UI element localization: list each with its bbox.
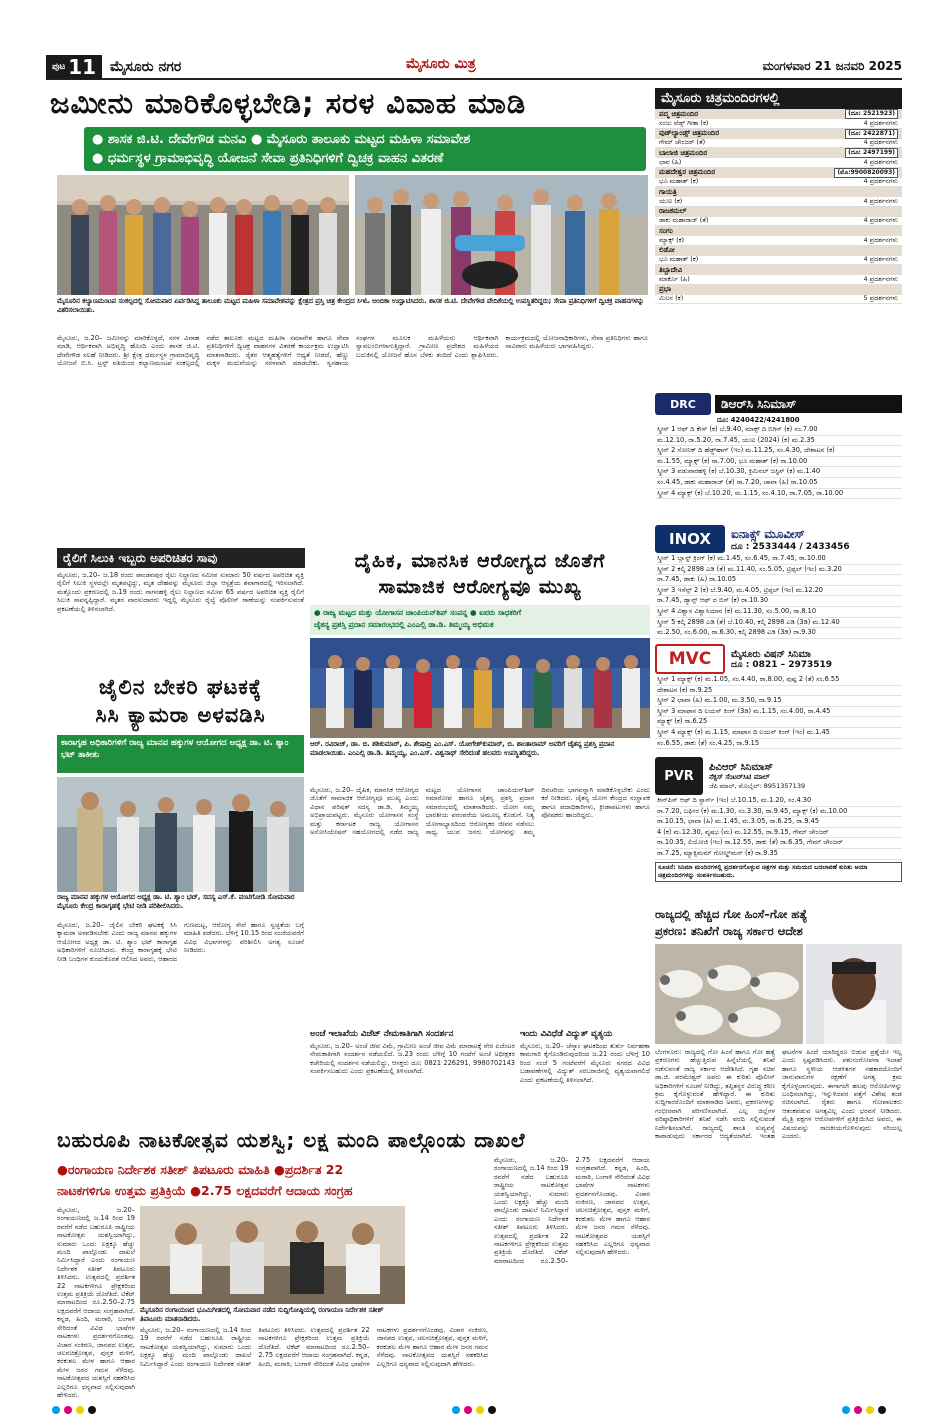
theatre-movie: ಭೂ ಮಹಾತ್ (ಕ) xyxy=(659,177,699,186)
theatre-photo-figures xyxy=(140,1206,405,1304)
theatre-movie-row xyxy=(655,158,902,168)
cow-headline-line2: ಪ್ರಕರಣ: ತನಿಖೆಗೆ ರಾಜ್ಯ ಸರ್ಕಾರ ಆದೇಶ xyxy=(655,924,803,938)
mvc-showtime-line: ಮ್ಯಾಕ್ಸ್ (ಕ) ರಾ.6.25 xyxy=(655,717,902,728)
theatre-name xyxy=(655,207,902,217)
print-registration-marks xyxy=(50,1404,890,1416)
health-banner-line2: ಚೈತನ್ಯ ಪ್ರಶಸ್ತಿ ಪ್ರದಾನ ಸಮಾರಂಭದಲ್ಲಿ ಎಂಎಲ್ಸಿ ಡಾ.ಡಿ. ತಿಮ್ಮಯ್ಯ ಅಭಿಮತ xyxy=(314,620,494,629)
jail-headline xyxy=(57,673,304,729)
inox-showtime-line: ಸ್ಕ್ರೀನ್ 3 ಇಸೆನ್ಸ್ 2 (ಕ) ಬೆ.9.40, ಮ.4.05, ಟ್ರಿಪ್ಪಲ್ (ಇಂ) ಮ.12.20 xyxy=(655,586,902,597)
drc-showtime-line: ಸ್ಕ್ರೀನ್ 4 ಮ್ಯಾಕ್ಸ್ (ಕ) ಬೆ.10.20, ಮ.1.15, ಸಂ.4.10, ರಾ.7.05, ರಾ.10.00 xyxy=(655,489,902,500)
theatre-show-count: 4 ಪ್ರದರ್ಶನಗಳು xyxy=(863,138,898,147)
train-headline: ರೈಲಿಗೆ ಸಿಲುಕಿ ಇಬ್ಬರು ಅಪರಿಚಿತರ ಸಾವು xyxy=(57,548,305,568)
cow-body: ಬೆಂಗಳೂರು: ರಾಜ್ಯದಲ್ಲಿ ಗೋ ಹಿಂಸೆ ಹಾಗೂ ಗೋ ಹತ್ಯೆ ಪ್ರಕರಣಗಳು ಹೆಚ್ಚುತ್ತಿರುವ ಹಿನ್ನೆಲೆಯಲ್ಲಿ ತನಿಖೆ ನಡೆಸುವಂತೆ ರಾಜ್ಯ ಸರ್ಕಾರ ಆದೇಶಿಸಿದೆ. ಗೃಹ ಸಚಿವ ಡಾ.ಜಿ. ಪರಮೇಶ್ವರ್ ಅವರು ಈ ಕುರಿತು ಪೊಲೀಸ್ ಅಧಿಕಾರಿಗಳಿಗೆ ಸೂಚನೆ ನೀಡಿದ್ದು, ತಪ್ಪಿತಸ್ಥರ ವಿರುದ್ಧ ಕಠಿಣ ಕ್ರಮ ಕೈಗೊಳ್ಳುವಂತೆ ಹೇಳಿದ್ದಾರೆ. ಈ ಕುರಿತು ಸುದ್ದಿಗಾರರೊಂದಿಗೆ ಮಾತನಾಡಿದ ಅವರು, ಪ್ರಕರಣಗಳನ್ನು ಗಂಭೀರವಾಗಿ ಪರಿಗಣಿಸಲಾಗಿದೆ. ಎಲ್ಲ ಜಿಲ್ಲೆಗಳ ವರಿಷ್ಠಾಧಿಕಾರಿಗಳಿಗೆ ತನಿಖೆ ನಡೆಸಿ ವರದಿ ಸಲ್ಲಿಸುವಂತೆ ನಿರ್ದೇಶಿಸಲಾಗಿದೆ. ರಾಜ್ಯದಲ್ಲಿ ಶಾಂತಿ ಸುವ್ಯವಸ್ಥೆ ಕಾಪಾಡುವುದು ಸರ್ಕಾರದ ಆದ್ಯತೆಯಾಗಿದೆ. ಇಂತಹ ಘಟನೆಗಳ ಹಿಂದೆ ಯಾರಿದ್ದರೂ ಬಿಡುವ ಪ್ರಶ್ನೆಯೇ ಇಲ್ಲ ಎಂದು ಸ್ಪಷ್ಟಪಡಿಸಿದರು. ಪಶುಸಂಗೋಪನಾ ಇಲಾಖೆ ಹಾಗೂ ಸ್ಥಳೀಯ ಆಡಳಿತಗಳ ಸಹಕಾರದೊಂದಿಗೆ ಜಾನುವಾರುಗಳ ರಕ್ಷಣೆಗೆ ಅಗತ್ಯ ಕ್ರಮ ಕೈಗೊಳ್ಳಲಾಗುವುದು. ಈಗಾಗಲೇ ಹಲವು ಆರೋಪಿಗಳನ್ನು ಬಂಧಿಸಲಾಗಿದ್ದು, ಇನ್ನುಳಿದವರ ಪತ್ತೆಗೆ ವಿಶೇಷ ತಂಡ ರಚಿಸಲಾಗಿದೆ. ರೈತರು ಹಾಗೂ ಗೋಪಾಲಕರು ಆತಂಕಪಡುವ ಅಗತ್ಯವಿಲ್ಲ ಎಂದು ಭರವಸೆ ನೀಡಿದರು. ಮೈತ್ರಿ ಪಕ್ಷಗಳ ಆರೋಪಗಳಿಗೆ ಪ್ರತಿಕ್ರಿಯಿಸಿದ ಅವರು, ಈ ವಿಷಯವನ್ನು ರಾಜಕೀಯಗೊಳಿಸುವುದು ಸರಿಯಲ್ಲ ಎಂದರು. xyxy=(655,1048,902,1141)
mvc-showtimes xyxy=(655,675,902,749)
pvr-logo: PVR xyxy=(655,757,703,795)
drc-showtimes xyxy=(655,425,902,499)
theatre-name xyxy=(655,246,902,256)
theatre-movie: ಭೂ ಮಹಾತ್ (ಕ) xyxy=(659,255,699,264)
theatre-movie: ಮಾರ್ಕೊ (ಹಿ) xyxy=(659,274,690,283)
lead-highlight-2: ● ಧರ್ಮಸ್ಥಳ ಗ್ರಾಮಾಭಿವೃದ್ಧಿ ಯೋಜನೆ ಸೇವಾ ಪ್ರತಿನಿಧಿಗಳಿಗೆ ದ್ವಿಚಕ್ರ ವಾಹನ ವಿತರಣೆ xyxy=(92,151,444,166)
mvc-block xyxy=(655,643,902,749)
theatre-movie: ಡಾಕು ಮಹಾರಾಜ್ (ತೆ) xyxy=(659,216,709,225)
theatre-name xyxy=(655,168,902,178)
theatre-show-count: 4 ಪ್ರದರ್ಶನಗಳು xyxy=(863,196,898,205)
pvr-showtime-line: ರಾ.7.25, ಮ್ಯಾಕ್ಸಿಮಮ್ ಗೋಲ್ಡ್‌ಮನ್ (ಕ) ರಾ.9.35 xyxy=(655,849,902,860)
theatre-name xyxy=(655,129,902,139)
drc-showtime-line: ಸ್ಕ್ರೀನ್ 1 ಆಫ್ ದಿ ಕೇಸ್ (ಕ) ಬೆ.9.40, ಮಾಕ್ಸ್ ದಿ ಬಿಗಿನ್ (ಕ) ಸಂ.7.00 xyxy=(655,425,902,436)
theatre-show-count: 4 ಪ್ರದರ್ಶನಗಳು xyxy=(863,255,898,264)
masthead: ಮೈಸೂರು ಮಿತ್ರ xyxy=(406,56,476,72)
theatre-body-col2: ಮೈಸೂರು, ಜ.20– ರಂಗಾಯಣದಲ್ಲಿ ಜ.14 ರಿಂದ 19 ರವರೆಗೆ ನಡೆದ ಬಹುರೂಪಿ ರಾಷ್ಟ್ರೀಯ ನಾಟಕೋತ್ಸವ ಯಶಸ್ವಿಯಾಗಿದ್ದು, ಸುಮಾರು ಒಂದು ಲಕ್ಷಕ್ಕೂ ಹೆಚ್ಚು ಮಂದಿ ಪಾಲ್ಗೊಂಡು ದಾಖಲೆ ನಿರ್ಮಿಸಿದ್ದಾರೆ ಎಂದು ರಂಗಾಯಣ ನಿರ್ದೇಶಕ ಸತೀಶ್ ತಿಪಟೂರು ತಿಳಿಸಿದರು. ಉತ್ಸವದಲ್ಲಿ ಪ್ರದರ್ಶಿತ 22 ನಾಟಕಗಳಿಗೂ ಪ್ರೇಕ್ಷಕರಿಂದ ಉತ್ತಮ ಪ್ರತಿಕ್ರಿಯೆ ದೊರೆತಿದೆ. ಟಿಕೆಟ್ ಮಾರಾಟದಿಂದ ರೂ.2.50–2.75 ಲಕ್ಷದವರೆಗೆ ಆದಾಯ ಸಂಗ್ರಹವಾಗಿದೆ. ಕನ್ನಡ, ಹಿಂದಿ, ಮರಾಠಿ, ಬಂಗಾಳಿ ಸೇರಿದಂತೆ ವಿವಿಧ ಭಾಷೆಗಳ ನಾಟಕಗಳು ಪ್ರದರ್ಶನಗೊಂಡವು. ವಿಚಾರ ಸಂಕಿರಣ, ಜಾನಪದ ಉತ್ಸವ, ಚಲನಚಿತ್ರೋತ್ಸವ, ಪುಸ್ತಕ ಮಳಿಗೆ, ಕರಕುಶಲ ಮೇಳ ಹಾಗೂ ಆಹಾರ ಮೇಳ ಜನರ ಗಮನ ಸೆಳೆದವು. ನಾಟಕೋತ್ಸವದ ಯಶಸ್ಸಿಗೆ ಸಹಕರಿಸಿದ ಎಲ್ಲರಿಗೂ ಧನ್ಯವಾದ ಸಲ್ಲಿಸುವುದಾಗಿ ಹೇಳಿದರು. xyxy=(140,1326,488,1368)
lead-photo-vehicle-figures xyxy=(355,175,648,295)
minister-photo xyxy=(806,944,902,1044)
theatre-subhead xyxy=(57,1159,487,1201)
theatre-body-col1: ಮೈಸೂರು, ಜ.20– ರಂಗಾಯಣದಲ್ಲಿ ಜ.14 ರಿಂದ 19 ರವರೆಗೆ ನಡೆದ ಬಹುರೂಪಿ ರಾಷ್ಟ್ರೀಯ ನಾಟಕೋತ್ಸವ ಯಶಸ್ವಿಯಾಗಿದ್ದು, ಸುಮಾರು ಒಂದು ಲಕ್ಷಕ್ಕೂ ಹೆಚ್ಚು ಮಂದಿ ಪಾಲ್ಗೊಂಡು ದಾಖಲೆ ನಿರ್ಮಿಸಿದ್ದಾರೆ ಎಂದು ರಂಗಾಯಣ ನಿರ್ದೇಶಕ ಸತೀಶ್ ತಿಪಟೂರು ತಿಳಿಸಿದರು. ಉತ್ಸವದಲ್ಲಿ ಪ್ರದರ್ಶಿತ 22 ನಾಟಕಗಳಿಗೂ ಪ್ರೇಕ್ಷಕರಿಂದ ಉತ್ತಮ ಪ್ರತಿಕ್ರಿಯೆ ದೊರೆತಿದೆ. ಟಿಕೆಟ್ ಮಾರಾಟದಿಂದ ರೂ.2.50–2.75 ಲಕ್ಷದವರೆಗೆ ಆದಾಯ ಸಂಗ್ರಹವಾಗಿದೆ. ಕನ್ನಡ, ಹಿಂದಿ, ಮರಾಠಿ, ಬಂಗಾಳಿ ಸೇರಿದಂತೆ ವಿವಿಧ ಭಾಷೆಗಳ ನಾಟಕಗಳು ಪ್ರದರ್ಶನಗೊಂಡವು. ವಿಚಾರ ಸಂಕಿರಣ, ಜಾನಪದ ಉತ್ಸವ, ಚಲನಚಿತ್ರೋತ್ಸವ, ಪುಸ್ತಕ ಮಳಿಗೆ, ಕರಕುಶಲ ಮೇಳ ಹಾಗೂ ಆಹಾರ ಮೇಳ ಜನರ ಗಮನ ಸೆಳೆದವು. ನಾಟಕೋತ್ಸವದ ಯಶಸ್ಸಿಗೆ ಸಹಕರಿಸಿದ ಎಲ್ಲರಿಗೂ ಧನ್ಯವಾದ ಸಲ್ಲಿಸುವುದಾಗಿ ಹೇಳಿದರು. xyxy=(57,1206,135,1399)
jail-subhead: ಕಾರಾಗೃಹ ಅಧಿಕಾರಿಗಳಿಗೆ ರಾಜ್ಯ ಮಾನವ ಹಕ್ಕುಗಳ ಆಯೋಗದ ಅಧ್ಯಕ್ಷ ಡಾ. ಟಿ. ಶ್ಯಾಂ ಭಟ್ ತಾಕೀತು xyxy=(57,735,304,773)
mvc-logo: MVC xyxy=(655,644,725,674)
theatre-subhead-line1: ●ರಂಗಾಯಣ ನಿರ್ದೇಶಕ ಸತೀಶ್ ತಿಪಟೂರು ಮಾಹಿತಿ ●ಪ್ರದರ್ಶಿತ 22 xyxy=(57,1162,344,1177)
lead-body: ಮೈಸೂರು, ಜ.20– ಜಮೀನನ್ನು ಮಾರಿಕೊಳ್ಳದೆ, ಸರಳ ವಿವಾಹ ಮಾಡಿ, ಆರ್ಥಿಕವಾಗಿ ಅಭಿವೃದ್ಧಿ ಹೊಂದಿ ಎಂದು ಶಾಸಕ ಜಿ.ಟಿ. ದೇವೇಗೌಡ ಸಲಹೆ ನೀಡಿದರು. ಶ್ರೀ ಕ್ಷೇತ್ರ ಧರ್ಮಸ್ಥಳ ಗ್ರಾಮಾಭಿವೃದ್ಧಿ ಯೋಜನೆ ಬಿ.ಸಿ. ಟ್ರಸ್ಟ್ ವತಿಯಿಂದ ಕಲ್ಯಾಣಮಂಟಪ ಸಂಕಲ್ಪದಲ್ಲಿ ನಡೆದ ತಾಲೂಕು ಮಟ್ಟದ ಮಹಿಳಾ ಸಮಾವೇಶ ಹಾಗೂ ಸೇವಾ ಪ್ರತಿನಿಧಿಗಳಿಗೆ ದ್ವಿಚಕ್ರ ವಾಹನಗಳ ವಿತರಣೆ ಕಾರ್ಯಕ್ರಮ ಉದ್ಘಾಟಿಸಿ ಮಾತನಾಡಿದರು. ರೈತರ ಆತ್ಮಹತ್ಯೆಗಳಿಗೆ ಆಧ್ಯತೆ ನೀಡದೆ, ಹೆಣ್ಣು ಮಕ್ಕಳ ಮದುವೆಯನ್ನು ಸರಳವಾಗಿ ಮಾಡಬೇಕು. ಸ್ವಸಹಾಯ ಸಂಘಗಳ ಮೂಲಕ ಮಹಿಳೆಯರು ಆರ್ಥಿಕವಾಗಿ ಸ್ವಾವಲಂಬಿಗಳಾಗುತ್ತಿದ್ದಾರೆ. ಗ್ರಾಮೀಣ ಪ್ರದೇಶದ ಮಹಿಳೆಯರ ಬದುಕಿನಲ್ಲಿ ಯೋಜನೆ ಹೊಸ ಬೆಳಕು ತಂದಿದೆ ಎಂದು ಶ್ಲಾಘಿಸಿದರು. ಕಾರ್ಯಕ್ರಮದಲ್ಲಿ ಯೋಜನಾಧಿಕಾರಿಗಳು, ಸೇವಾ ಪ್ರತಿನಿಧಿಗಳು ಹಾಗೂ ಸಾವಿರಾರು ಮಹಿಳೆಯರು ಭಾಗವಹಿಸಿದ್ದರು. xyxy=(57,334,648,368)
jail-photo xyxy=(57,777,304,892)
drc-showtime-line: ಮ.1.55, ಮ್ಯಾಕ್ಸ್ (ಕ) ರಾ.7.00, ಭೂ ಮಹಾತ್ (ಕ) ರಾ.10.00 xyxy=(655,457,902,468)
theatre-show-count: 5 ಪ್ರದರ್ಶನಗಳು xyxy=(863,294,898,303)
health-headline-line2: ಸಾಮಾಜಿಕ ಆರೋಗ್ಯವೂ ಮುಖ್ಯ xyxy=(378,576,582,598)
theatre-movie-row xyxy=(655,119,902,129)
theatre-movie: ಮಿಲನ (ಕ) xyxy=(659,294,684,303)
pvr-showtime-line: ರಾ.7.20, ಬಘೀರ (ಕ) ಮ.1.30, ಸಂ.3.30, ರಾ.9.45, ಮ್ಯಾಕ್ಸ್ (ಕ) ಮ.10.00 xyxy=(655,807,902,818)
issue-date: ಮಂಗಳವಾರ 21 ಜನವರಿ 2025 xyxy=(762,59,902,73)
theatre-movie-row xyxy=(655,197,902,207)
lead-photo-stage xyxy=(57,175,349,295)
theatre-phone: (ದೂ: 2422871) xyxy=(845,129,898,139)
page-number: 11 xyxy=(68,55,97,79)
lead-photo-caption: ಮೈಸೂರಿನ ಕಲ್ಯಾಣಮಂಟಪ ಸಂಕಲ್ಪದಲ್ಲಿ ಸೋಮವಾರ ಏರ್ಪಡಿಸಿದ್ದ ತಾಲೂಕು ಮಟ್ಟದ ಮಹಿಳಾ ಸಮಾವೇಶವನ್ನು ಕ್ಷೇತ್ರದ ಪ್ರಸ್ತಿ ಚಿತ್ರ ಕೇಂದ್ರದ ಸಿಇಓ ಅಂಬಿಕಾ ಉದ್ಘಾಟಿಸಿದರು. ಶಾಸಕ ಜಿ.ಟಿ. ದೇವೇಗೌಡ ವೇದಿಕೆಯಲ್ಲಿ ಉಪಸ್ಥಿತರಿದ್ದರು; ಸೇವಾ ಪ್ರತಿನಿಧಿಗಳಿಗೆ ದ್ವಿಚಕ್ರ ವಾಹನಗಳನ್ನು ವಿತರಿಸಲಾಯಿತು. xyxy=(57,297,645,314)
inox-logo: INOX xyxy=(655,525,725,553)
theatre-movie-row xyxy=(655,295,902,305)
drc-showtime-line: ಸಂ.4.45, ಡಾಕು ಮಹಾರಾಜ್ (ತೆ) ರಾ.7.20, ಚಾವಾ (ಹಿ) ರಾ.10.05 xyxy=(655,478,902,489)
health-caption: ಆರ್. ರವಿರಾಜ್, ಡಾ. ಬಿ. ಶಶಿಕುಮಾರ್, ಪಿ. ಶೇಷಾದ್ರಿ ಎಂ.ಎಸ್. ಯೋಗೇಶ್‌ಕುಮಾರ್, ಬಿ. ಶಾಂತಾರಾಮ್ ಅವರಿಗೆ ಚೈತನ್ಯ ಪ್ರಶಸ್ತಿ ಪ್ರದಾನ ಮಾಡಲಾಯಿತು. ಎಂಎಲ್ಸಿ ಡಾ.ಡಿ. ತಿಮ್ಮಯ್ಯ, ಎಂ.ಎಸ್. ವಿಶ್ವನಾಥ್ ಸೇರಿದಂತೆ ಹಲವರು ಉಪಸ್ಥಿತರಿದ್ದರು. xyxy=(310,740,615,757)
job-headline: ಅಂಚೆ ಇಲಾಖೆಯ ವಿಜೆಟ್ ನೇಮಕಾತಿಗಾಗಿ ಸಂದರ್ಶನ xyxy=(310,1029,454,1039)
inox-block xyxy=(655,524,902,639)
drc-title: ಡಿಆರ್‌ಸಿ ಸಿನಿಮಾಸ್ xyxy=(715,395,902,413)
theatre-show-count: 4 ಪ್ರದರ್ಶನಗಳು xyxy=(863,274,898,283)
theatre-name-label: ಪದ್ಮ ಚಿತ್ರಮಂದಿರ xyxy=(659,109,699,118)
theatre-name xyxy=(655,265,902,275)
theatre-movie-row xyxy=(655,275,902,285)
pvr-showtime-line: ಕೀನ್‌ಪಿಸ್ ಆಫ್ ದಿ ಸ್ಟಾರ್ಸ್ (ಇಂ) ಬೆ.10.15, ಮ.1.20, ಸಂ.4.30 xyxy=(655,796,902,807)
cinema-section xyxy=(655,88,902,304)
job-body: ಮೈಸೂರು, ಜ.20– ಅಂಚೆ ಜೀವ ವಿಮೆ, ಗ್ರಾಮೀಣ ಅಂಚೆ ಜೀವ ವಿಮೆ ಮಾರಾಟಕ್ಕೆ ನೇರ ಏಜೆಂಟರ ನೇಮಕಾತಿಗಾಗಿ ಸಂದರ್ಶನ ನಡೆಯಲಿದೆ. ಜ.23 ರಂದು ಬೆಳಿಗ್ಗೆ 10 ಗಂಟೆಗೆ ಅಂಚೆ ಅಧೀಕ್ಷಕರ ಕಚೇರಿಯಲ್ಲಿ ಸಂದರ್ಶನ ನಡೆಯಲಿದ್ದು, ಆಸಕ್ತರು ದೂ: 0821 226291, 9980702143 ಸಂಪರ್ಕಿಸಬಹುದು ಎಂದು ಪ್ರಕಟಣೆಯಲ್ಲಿ ತಿಳಿಸಲಾಗಿದೆ. xyxy=(310,1042,515,1076)
mvc-phone: ದೂ : 0821 – 2973519 xyxy=(731,659,833,670)
train-body: ಮೈಸೂರು, ಜ.20– ಜ.18 ರಂದು ಪಾಂಡವಪುರ ರೈಲು ನಿಲ್ದಾಣದ ಸಮೀಪ ಸುಮಾರು 50 ವರ್ಷದ ಅಪರಿಚಿತ ವ್ಯಕ್ತಿ ರೈಲಿಗೆ ಸಿಲುಕಿ ಸ್ಥಳದಲ್ಲೇ ಮೃತಪಟ್ಟಿದ್ದು, ಮೃತ ದೇಹವನ್ನು ಮೈಸೂರು ಜಿಲ್ಲಾ ಆಸ್ಪತ್ರೆಯ ಶವಾಗಾರದಲ್ಲಿ ಇರಿಸಲಾಗಿದೆ. ಮತ್ತೊಂದು ಪ್ರಕರಣದಲ್ಲಿ ಜ.19 ರಂದು ನಾಗನಹಳ್ಳಿ ರೈಲು ನಿಲ್ದಾಣದ ಸಮೀಪ 65 ವರ್ಷದ ಅಪರಿಚಿತ ವ್ಯಕ್ತಿ ರೈಲಿಗೆ ಸಿಲುಕಿ ಸಾವನ್ನಪ್ಪಿದ್ದಾರೆ. ಮೃತರ ವಾರಸುದಾರರು ಇದ್ದಲ್ಲಿ ಮೈಸೂರು ರೈಲ್ವೆ ಪೊಲೀಸ್ ಠಾಣೆಯನ್ನು ಸಂಪರ್ಕಿಸುವಂತೆ ಪ್ರಕಟಣೆಯಲ್ಲಿ ತಿಳಿಸಲಾಗಿದೆ. xyxy=(57,571,304,613)
inox-showtime-line: ಮ.2.50, ಸಂ.6.00, ರಾ.6.30, ಕಲ್ಕಿ 2898 ಎಡಿ (3ಡಿ) ರಾ.9.30 xyxy=(655,628,902,639)
theatre-headline: ಬಹುರೂಪಿ ನಾಟಕೋತ್ಸವ ಯಶಸ್ವಿ; ಲಕ್ಷ ಮಂದಿ ಪಾಲ್ಗೊಂಡು ದಾಖಲೆ xyxy=(57,1128,526,1152)
jail-caption: ರಾಜ್ಯ ಮಾನವ ಹಕ್ಕುಗಳ ಆಯೋಗದ ಅಧ್ಯಕ್ಷ ಡಾ. ಟಿ. ಶ್ಯಾಂ ಭಟ್, ಸದಸ್ಯ ಎಸ್.ಕೆ. ವಂಟಿಗೋಡಿ ಸೋಮವಾರ ಮೈಸೂರು ಕೇಂದ್ರ ಕಾರಾಗೃಹಕ್ಕೆ ಭೇಟಿ ನೀಡಿ ಪರಿಶೀಲಿಸಿದರು. xyxy=(57,893,295,910)
theatre-movie-row xyxy=(655,256,902,266)
theatre-name xyxy=(655,226,902,236)
theatre-name-label: ಸಂಗಂ xyxy=(659,226,673,235)
theatre-movie-row xyxy=(655,178,902,188)
inox-showtimes xyxy=(655,554,902,639)
drc-showtime-line: ಸ್ಕ್ರೀನ್ 3 ಪಡುವಾರಹಳ್ಳಿ (ಕ) ಬೆ.10.30, ಕ್ರಿಮಿನಲ್ ಜಸ್ಟಿಸ್ (ಕ) ಮ.1.40 xyxy=(655,467,902,478)
mvc-showtime-line: ಸ್ಕ್ರೀನ್ 1 ಮ್ಯಾಕ್ಸ್ (ಕ) ಮ.1.05, ಸಂ.4.40, ರಾ.8.00, ಪುಷ್ಪ 2 (ತೆ) ಸಂ.6.55 xyxy=(655,675,902,686)
mvc-title: ಮೈಸೂರು ವಿಷನ್ ಸಿನಿಮಾ xyxy=(731,648,811,660)
theatre-show-count: 4 ಪ್ರದರ್ಶನಗಳು xyxy=(863,216,898,225)
theatre-phone: (ಮೊ:9900820093) xyxy=(834,168,898,178)
theatre-show-count: 4 ಪ್ರದರ್ಶನಗಳು xyxy=(863,157,898,166)
cow-photo xyxy=(655,944,803,1044)
jail-photo-figures xyxy=(57,777,304,892)
inox-showtime-line: ರಾ.7.45, ಡಾಕು (ಹಿ) ರಾ.10.05 xyxy=(655,575,902,586)
inox-phone: ದೂ : 2533444 / 2433456 xyxy=(731,541,850,552)
mvc-showtime-line: ಸ್ಕ್ರೀನ್ 3 ಮಾಫಾಸ ದಿ ಲಯನ್ ಕಿಂಗ್ (3ಡಿ) ಮ.1.15, ಸಂ.4.00, ರಾ.4.45 xyxy=(655,707,902,718)
mvc-showtime-line: ಸ್ಕ್ರೀನ್ 4 ಮ್ಯಾಕ್ಸ್ (ಕ) ಮ.1.15, ಮಾಫಾಸ ದಿ ಲಯನ್ ಕಿಂಗ್ (ಇಂ) ಮ.1.45 xyxy=(655,728,902,739)
drc-block xyxy=(655,392,902,499)
lead-photo-figures xyxy=(57,175,349,295)
pvr-showtime-line: ರಾ.10.35, ಲಿಯೋಜಿ (ಇಂ) ರಾ.12.55, ಡಾಕು (ತೆ) ರಾ.6.35, ಗೇಮ್ ಚೇಂಜರ್ xyxy=(655,838,902,849)
pvr-title: ಪಿವಿಆರ್ ಸಿನಿಮಾಸ್ xyxy=(709,761,773,773)
pvr-showtimes xyxy=(655,796,902,860)
theatre-name-label: ರಾಜಕಮಲ್ xyxy=(659,207,687,215)
theatre-phone: (ದೂ: 2497199) xyxy=(845,148,898,158)
theatre-show-count: 4 ಪ್ರದರ್ಶನಗಳು xyxy=(863,235,898,244)
health-banner-line1: ● ರಾಜ್ಯ ಮಟ್ಟದ ಮತ್ತು ಯೋಗಾಸನ ಚಾಂಪಿಯನ್‌ಶಿಪ್ ಸಂಪನ್ನ ● ಐವರು ಸಾಧಕರಿಗೆ xyxy=(314,608,522,617)
theatre-movie-row xyxy=(655,217,902,227)
theatre-name-label: ಮಹದೇಶ್ವರ ಚಿತ್ರಮಂದಿರ xyxy=(659,168,716,176)
lead-highlights xyxy=(84,127,646,171)
theatre-movie: ಯುಐ (ಕ) xyxy=(659,196,683,205)
theatre-phone: (ದೂ: 2521923) xyxy=(845,109,898,119)
minister-photo-figure xyxy=(806,944,902,1044)
page-header xyxy=(46,56,902,80)
drc-phone: ದೂ: 4240422/4241800 xyxy=(717,416,800,424)
lead-headline: ಜಮೀನು ಮಾರಿಕೊಳ್ಳಬೇಡಿ; ಸರಳ ವಿವಾಹ ಮಾಡಿ xyxy=(50,86,527,120)
theatre-name xyxy=(655,148,902,158)
health-headline xyxy=(310,548,650,600)
power-body: ಮೈಸೂರು, ಜ.20– ಚೆಸ್ಕಾಂ ಘಟಕದಿಂದ ತುರ್ತು ನಿರ್ವಹಣಾ ಕಾಮಗಾರಿ ಕೈಗೊಂಡಿರುವುದರಿಂದ ಜ.21 ರಂದು ಬೆಳಿಗ್ಗೆ 10 ರಿಂದ ಸಂಜೆ 5 ಗಂಟೆವರೆಗೆ ಮೈಸೂರು ನಗರದ ವಿವಿಧ ಬಡಾವಣೆಗಳಲ್ಲಿ ವಿದ್ಯುತ್ ಸರಬರಾಜಿನಲ್ಲಿ ವ್ಯತ್ಯಯವಾಗಲಿದೆ ಎಂದು ಪ್ರಕಟಣೆಯಲ್ಲಿ ತಿಳಿಸಲಾಗಿದೆ. xyxy=(520,1042,650,1084)
theatre-name xyxy=(655,285,902,295)
lead-photo-vehicle xyxy=(355,175,648,295)
health-photo-figures xyxy=(310,638,650,738)
pvr-phone: ಜೆಪಿ ಮಾಲ್, ಮೊಬೈಲ್: 8951357139 xyxy=(709,781,806,790)
theatre-photo xyxy=(140,1206,405,1304)
pvr-note: ಸೂಚನೆ: ಸಿನಿಮಾ ಮಂದಿರಗಳಲ್ಲಿ ಪ್ರದರ್ಶನಗೊಳ್ಳುವ ಚಿತ್ರಗಳ ಮತ್ತು ಸಮಯದ ಬದಲಾವಣೆ ಕುರಿತು ಆಯಾ ಚಿತ್ರಮಂದಿರಗಳನ್ನು ಸಂಪರ್ಕಿಸಬಹುದು. xyxy=(655,862,902,882)
theatre-movie: ಗೇಮ್ ಚೇಂಜರ್ (ತೆ) xyxy=(659,138,706,147)
health-banner xyxy=(310,605,650,635)
theatre-movie: ಸಂಜು ವೆಡ್ಸ್ ಗೀತಾ (ಕ) xyxy=(659,118,709,127)
cow-headline-line1: ರಾಜ್ಯದಲ್ಲಿ ಹೆಚ್ಚಿದ ಗೋ ಹಿಂಸೆ–ಗೋ ಹತ್ಯೆ xyxy=(655,907,808,921)
theatre-name xyxy=(655,187,902,197)
health-photo xyxy=(310,638,650,738)
pvr-showtime-line: 4 (ಕ) ಮ.12.30, ವೃಷಭ (ಮ) ಮ.12.55, ರಾ.9.15, ಗೇಮ್ ಚೇಂಜರ್ xyxy=(655,828,902,839)
theatre-body-col3: ಮೈಸೂರು, ಜ.20– ರಂಗಾಯಣದಲ್ಲಿ ಜ.14 ರಿಂದ 19 ರವರೆಗೆ ನಡೆದ ಬಹುರೂಪಿ ರಾಷ್ಟ್ರೀಯ ನಾಟಕೋತ್ಸವ ಯಶಸ್ವಿಯಾಗಿದ್ದು, ಸುಮಾರು ಒಂದು ಲಕ್ಷಕ್ಕೂ ಹೆಚ್ಚು ಮಂದಿ ಪಾಲ್ಗೊಂಡು ದಾಖಲೆ ನಿರ್ಮಿಸಿದ್ದಾರೆ ಎಂದು ರಂಗಾಯಣ ನಿರ್ದೇಶಕ ಸತೀಶ್ ತಿಪಟೂರು ತಿಳಿಸಿದರು. ಉತ್ಸವದಲ್ಲಿ ಪ್ರದರ್ಶಿತ 22 ನಾಟಕಗಳಿಗೂ ಪ್ರೇಕ್ಷಕರಿಂದ ಉತ್ತಮ ಪ್ರತಿಕ್ರಿಯೆ ದೊರೆತಿದೆ. ಟಿಕೆಟ್ ಮಾರಾಟದಿಂದ ರೂ.2.50–2.75 ಲಕ್ಷದವರೆಗೆ ಆದಾಯ ಸಂಗ್ರಹವಾಗಿದೆ. ಕನ್ನಡ, ಹಿಂದಿ, ಮರಾಠಿ, ಬಂಗಾಳಿ ಸೇರಿದಂತೆ ವಿವಿಧ ಭಾಷೆಗಳ ನಾಟಕಗಳು ಪ್ರದರ್ಶನಗೊಂಡವು. ವಿಚಾರ ಸಂಕಿರಣ, ಜಾನಪದ ಉತ್ಸವ, ಚಲನಚಿತ್ರೋತ್ಸವ, ಪುಸ್ತಕ ಮಳಿಗೆ, ಕರಕುಶಲ ಮೇಳ ಹಾಗೂ ಆಹಾರ ಮೇಳ ಜನರ ಗಮನ ಸೆಳೆದವು. ನಾಟಕೋತ್ಸವದ ಯಶಸ್ಸಿಗೆ ಸಹಕರಿಸಿದ ಎಲ್ಲರಿಗೂ ಧನ್ಯವಾದ ಸಲ್ಲಿಸುವುದಾಗಿ ಹೇಳಿದರು. xyxy=(494,1156,650,1265)
health-headline-line1: ದೈಹಿಕ, ಮಾನಸಿಕ ಆರೋಗ್ಯದ ಜೊತೆಗೆ xyxy=(354,550,606,572)
jail-body: ಮೈಸೂರು, ಜ.20– ಜೈಲಿನ ಬೇಕರಿ ಘಟಕಕ್ಕೆ ಸಿಸಿ ಕ್ಯಾಮರಾ ಅಳವಡಿಸಬೇಕು ಎಂದು ರಾಜ್ಯ ಮಾನವ ಹಕ್ಕುಗಳ ಆಯೋಗದ ಅಧ್ಯಕ್ಷ ಡಾ. ಟಿ. ಶ್ಯಾಂ ಭಟ್ ಕಾರಾಗೃಹ ಅಧಿಕಾರಿಗಳಿಗೆ ಸೂಚಿಸಿದರು. ಕೇಂದ್ರ ಕಾರಾಗೃಹಕ್ಕೆ ಭೇಟಿ ನೀಡಿ ಬಂಧಿಗಳ ಕುಂದುಕೊರತೆ ಆಲಿಸಿದ ಅವರು, ಆಹಾರದ ಗುಣಮಟ್ಟ, ಆರೋಗ್ಯ ಸೇವೆ ಹಾಗೂ ಸ್ವಚ್ಛತೆಯ ಬಗ್ಗೆ ಮಾಹಿತಿ ಪಡೆದರು. ಬೆಳಿಗ್ಗೆ 10.15 ರಿಂದ ಸಂಜೆಯವರೆಗೆ ವಿವಿಧ ವಿಭಾಗಗಳನ್ನು ಪರಿಶೀಲಿಸಿ ಅಗತ್ಯ ಸೂಚನೆ ನೀಡಿದರು. xyxy=(57,921,304,963)
pvr-subtitle: ನೆಕ್ಸಸ್ ಸೆಂಟರ್‌ಸಿಟಿ ಮಾಲ್ xyxy=(709,772,770,781)
power-headline: ಇಂದು ವಿವಿಧೆಡೆ ವಿದ್ಯುತ್ ವ್ಯತ್ಯಯ xyxy=(520,1029,613,1039)
mvc-showtime-line: ಸ್ಕ್ರೀನ್ 2 ಛಾವಾ (ಹಿ) ಮ.1.00, ಮ.3.50, ರಾ.9.15 xyxy=(655,696,902,707)
theatre-movie-row xyxy=(655,236,902,246)
theatre-name-label: ಲಿಡೋ xyxy=(659,246,675,254)
inox-showtime-line: ರಾ.7.45, ಡ್ಯಾನ್ಸ್ ಆಫ್ ದ ಬಿಸ್ (ಕ) ರಾ.10.30 xyxy=(655,596,902,607)
cinema-title: ಮೈಸೂರು ಚಿತ್ರಮಂದಿರಗಳಲ್ಲಿ xyxy=(655,88,902,109)
theatre-movie-row xyxy=(655,139,902,149)
inox-showtime-line: ಸ್ಕ್ರೀನ್ 4 ವಿಶ್ವಾಸ ವಿಶ್ವಾಸಿಯಾನ (ಕ) ಮ.11.30, ಸಂ.5.00, ರಾ.8.10 xyxy=(655,607,902,618)
theatre-name-label: ಗಾಯತ್ರಿ xyxy=(659,187,677,196)
theatre-name-label: ತಿಬ್ಬಾದೇವಿ xyxy=(659,265,683,274)
cow-photo-figures xyxy=(655,944,803,1044)
inox-showtime-line: ಸ್ಕ್ರೀನ್ 2 ಕಲ್ಕಿ 2898 ಎಡಿ (ತೆ) ಮ.11.40, ಸಂ.5.05, ಟ್ರಿಪ್ಪಲ್ (ಇಂ) ಮ.3.20 xyxy=(655,565,902,576)
jail-headline-line1: ಜೈಲಿನ ಬೇಕರಿ ಘಟಕಕ್ಕೆ xyxy=(98,675,263,699)
inox-showtime-line: ಸ್ಕ್ರೀನ್ 1 ಬ್ಲಾಸ್ಟ್ ಕ್ರಿಂಗ್ (ಕ) ಮ.1.45, ಸಂ.6.45, ರಾ.7.45, ರಾ.10.00 xyxy=(655,554,902,565)
drc-showtime-line: ಸ್ಕ್ರೀನ್ 2 ಸೋನಿಕ್ ದಿ ಹೆಡ್ಜ್‌ಹಾಗ್ (ಇಂ) ಮ.11.25, ಸಂ.4.30, ದೇಶಾಟನ (ಕ) xyxy=(655,446,902,457)
lead-highlight-1: ● ಶಾಸಕ ಜಿ.ಟಿ. ದೇವೇಗೌಡ ಮನವಿ ● ಮೈಸೂರು ತಾಲೂಕು ಮಟ್ಟದ ಮಹಿಳಾ ಸಮಾವೇಶ xyxy=(92,132,471,147)
theatre-name-label: ಬಾಲಾಜಿ ಚಿತ್ರಮಂದಿರ xyxy=(659,148,708,157)
theatre-movie: ಛಾವ (ಹಿ) xyxy=(659,157,682,166)
page-number-badge xyxy=(46,55,102,79)
theatre-name-label: ವುಡ್‌ಲ್ಯಾಂಡ್ಸ್ ಚಿತ್ರಮಂದಿರ xyxy=(659,129,720,137)
drc-showtime-line: ಮ.12.10, ರಾ.5.20, ರಾ.7.45, ಯುಐ (2024) (ಕ) ಮ.2.35 xyxy=(655,436,902,447)
mvc-showtime-line: ಸಂ.6.55, ಡಾಕು (ತೆ) ಸಂ.4.25, ರಾ.9.15 xyxy=(655,739,902,750)
theatre-name xyxy=(655,109,902,119)
theatre-show-count: 4 ಪ್ರದರ್ಶನಗಳು xyxy=(863,118,898,127)
pvr-showtime-line: ರಾ.10.15, ಛಾವಾ (ಹಿ) ಮ.1.45, ಮ.3.05, ರಾ.6.25, ರಾ.9.45 xyxy=(655,817,902,828)
theatre-name-label: ಪ್ರಭಾ xyxy=(659,285,672,293)
theatre-show-count: 4 ಪ್ರದರ್ಶನಗಳು xyxy=(863,177,898,186)
theatre-movie: ಮ್ಯಾಕ್ಸ್ (ಕ) xyxy=(659,235,685,244)
drc-logo: DRC xyxy=(655,393,711,415)
pvr-block xyxy=(655,756,902,882)
inox-showtime-line: ಸ್ಕ್ರೀನ್ 5 ಕಲ್ಕಿ 2898 ಎಡಿ (ತೆ) ಬೆ.10.40, ಕಲ್ಕಿ 2898 ಎಡಿ (3ಡಿ) ಮ.12.40 xyxy=(655,618,902,629)
cow-headline xyxy=(655,906,902,940)
mvc-showtime-line: ದೇಶಾಟನ (ಕ) ರಾ.9.25 xyxy=(655,686,902,697)
inox-title: ಐನಾಕ್ಸ್ ಮೂವೀಸ್ xyxy=(731,526,805,541)
theatre-caption: ಮೈಸೂರಿನ ರಂಗಾಯಣದ ಭೂಮಿಗೀತದಲ್ಲಿ ಸೋಮವಾರ ನಡೆದ ಸುದ್ದಿಗೋಷ್ಠಿಯಲ್ಲಿ ರಂಗಾಯಣ ನಿರ್ದೇಶಕ ಸತೀಶ್ ತಿಪಟೂರು ಮಾತನಾಡಿದರು. xyxy=(140,1306,384,1323)
page-label: ಪುಟ xyxy=(52,62,66,72)
health-body: ಮೈಸೂರು, ಜ.20– ದೈಹಿಕ, ಮಾನಸಿಕ ಆರೋಗ್ಯದ ಜೊತೆಗೆ ಸಾಮಾಜಿಕ ಆರೋಗ್ಯವೂ ಮುಖ್ಯ ಎಂದು ವಿಧಾನ ಪರಿಷತ್ ಸದಸ್ಯ ಡಾ.ಡಿ. ತಿಮ್ಮಯ್ಯ ಅಭಿಪ್ರಾಯಪಟ್ಟರು. ಮೈಸೂರು ಯೋಗಾಸನ ಸಂಸ್ಥೆ ಮತ್ತು ಕರ್ನಾಟಕ ರಾಜ್ಯ ಯೋಗಾಸನ ಅಸೋಸಿಯೇಷನ್ ಸಹಯೋಗದಲ್ಲಿ ನಡೆದ ರಾಜ್ಯ ಮಟ್ಟದ ಯೋಗಾಸನ ಚಾಂಪಿಯನ್‌ಶಿಪ್ ಸಮಾರೋಪ ಹಾಗೂ ಚೈತನ್ಯ ಪ್ರಶಸ್ತಿ ಪ್ರದಾನ ಸಮಾರಂಭದಲ್ಲಿ ಮಾತನಾಡಿದರು. ಯೋಗ ನಮ್ಮ ಭಾರತೀಯ ಪರಂಪರೆಯ ಅಮೂಲ್ಯ ಕೊಡುಗೆ. ನಿತ್ಯ ಯೋಗಾಭ್ಯಾಸದಿಂದ ಆರೋಗ್ಯಕರ ಜೀವನ ನಡೆಸಲು ಸಾಧ್ಯ. ಯುವ ಜನರು ಯೋಗವನ್ನು ತಮ್ಮ ದಿನಚರಿಯ ಭಾಗವನ್ನಾಗಿ ಮಾಡಿಕೊಳ್ಳಬೇಕು ಎಂದು ಕರೆ ನೀಡಿದರು. ಚೈತನ್ಯ ಯೋಗ ಕೇಂದ್ರದ ಸಂಸ್ಥಾಪಕ ಹಾಗೂ ಪದಾಧಿಕಾರಿಗಳು, ಕ್ರೀಡಾಪಟುಗಳು ಹಾಗೂ ಪೋಷಕರು ಹಾಜರಿದ್ದರು. xyxy=(310,786,650,837)
theatre-subhead-line2: ನಾಟಕಗಳಿಗೂ ಉತ್ತಮ ಪ್ರತಿಕ್ರಿಯೆ ●2.75 ಲಕ್ಷದವರೆಗೆ ಆದಾಯ ಸಂಗ್ರಹ xyxy=(57,1183,353,1198)
theatre-list xyxy=(655,109,902,304)
section-title: ಮೈಸೂರು ನಗರ xyxy=(110,59,182,75)
jail-headline-line2: ಸಿಸಿ ಕ್ಯಾಮರಾ ಅಳವಡಿಸಿ xyxy=(95,703,266,727)
